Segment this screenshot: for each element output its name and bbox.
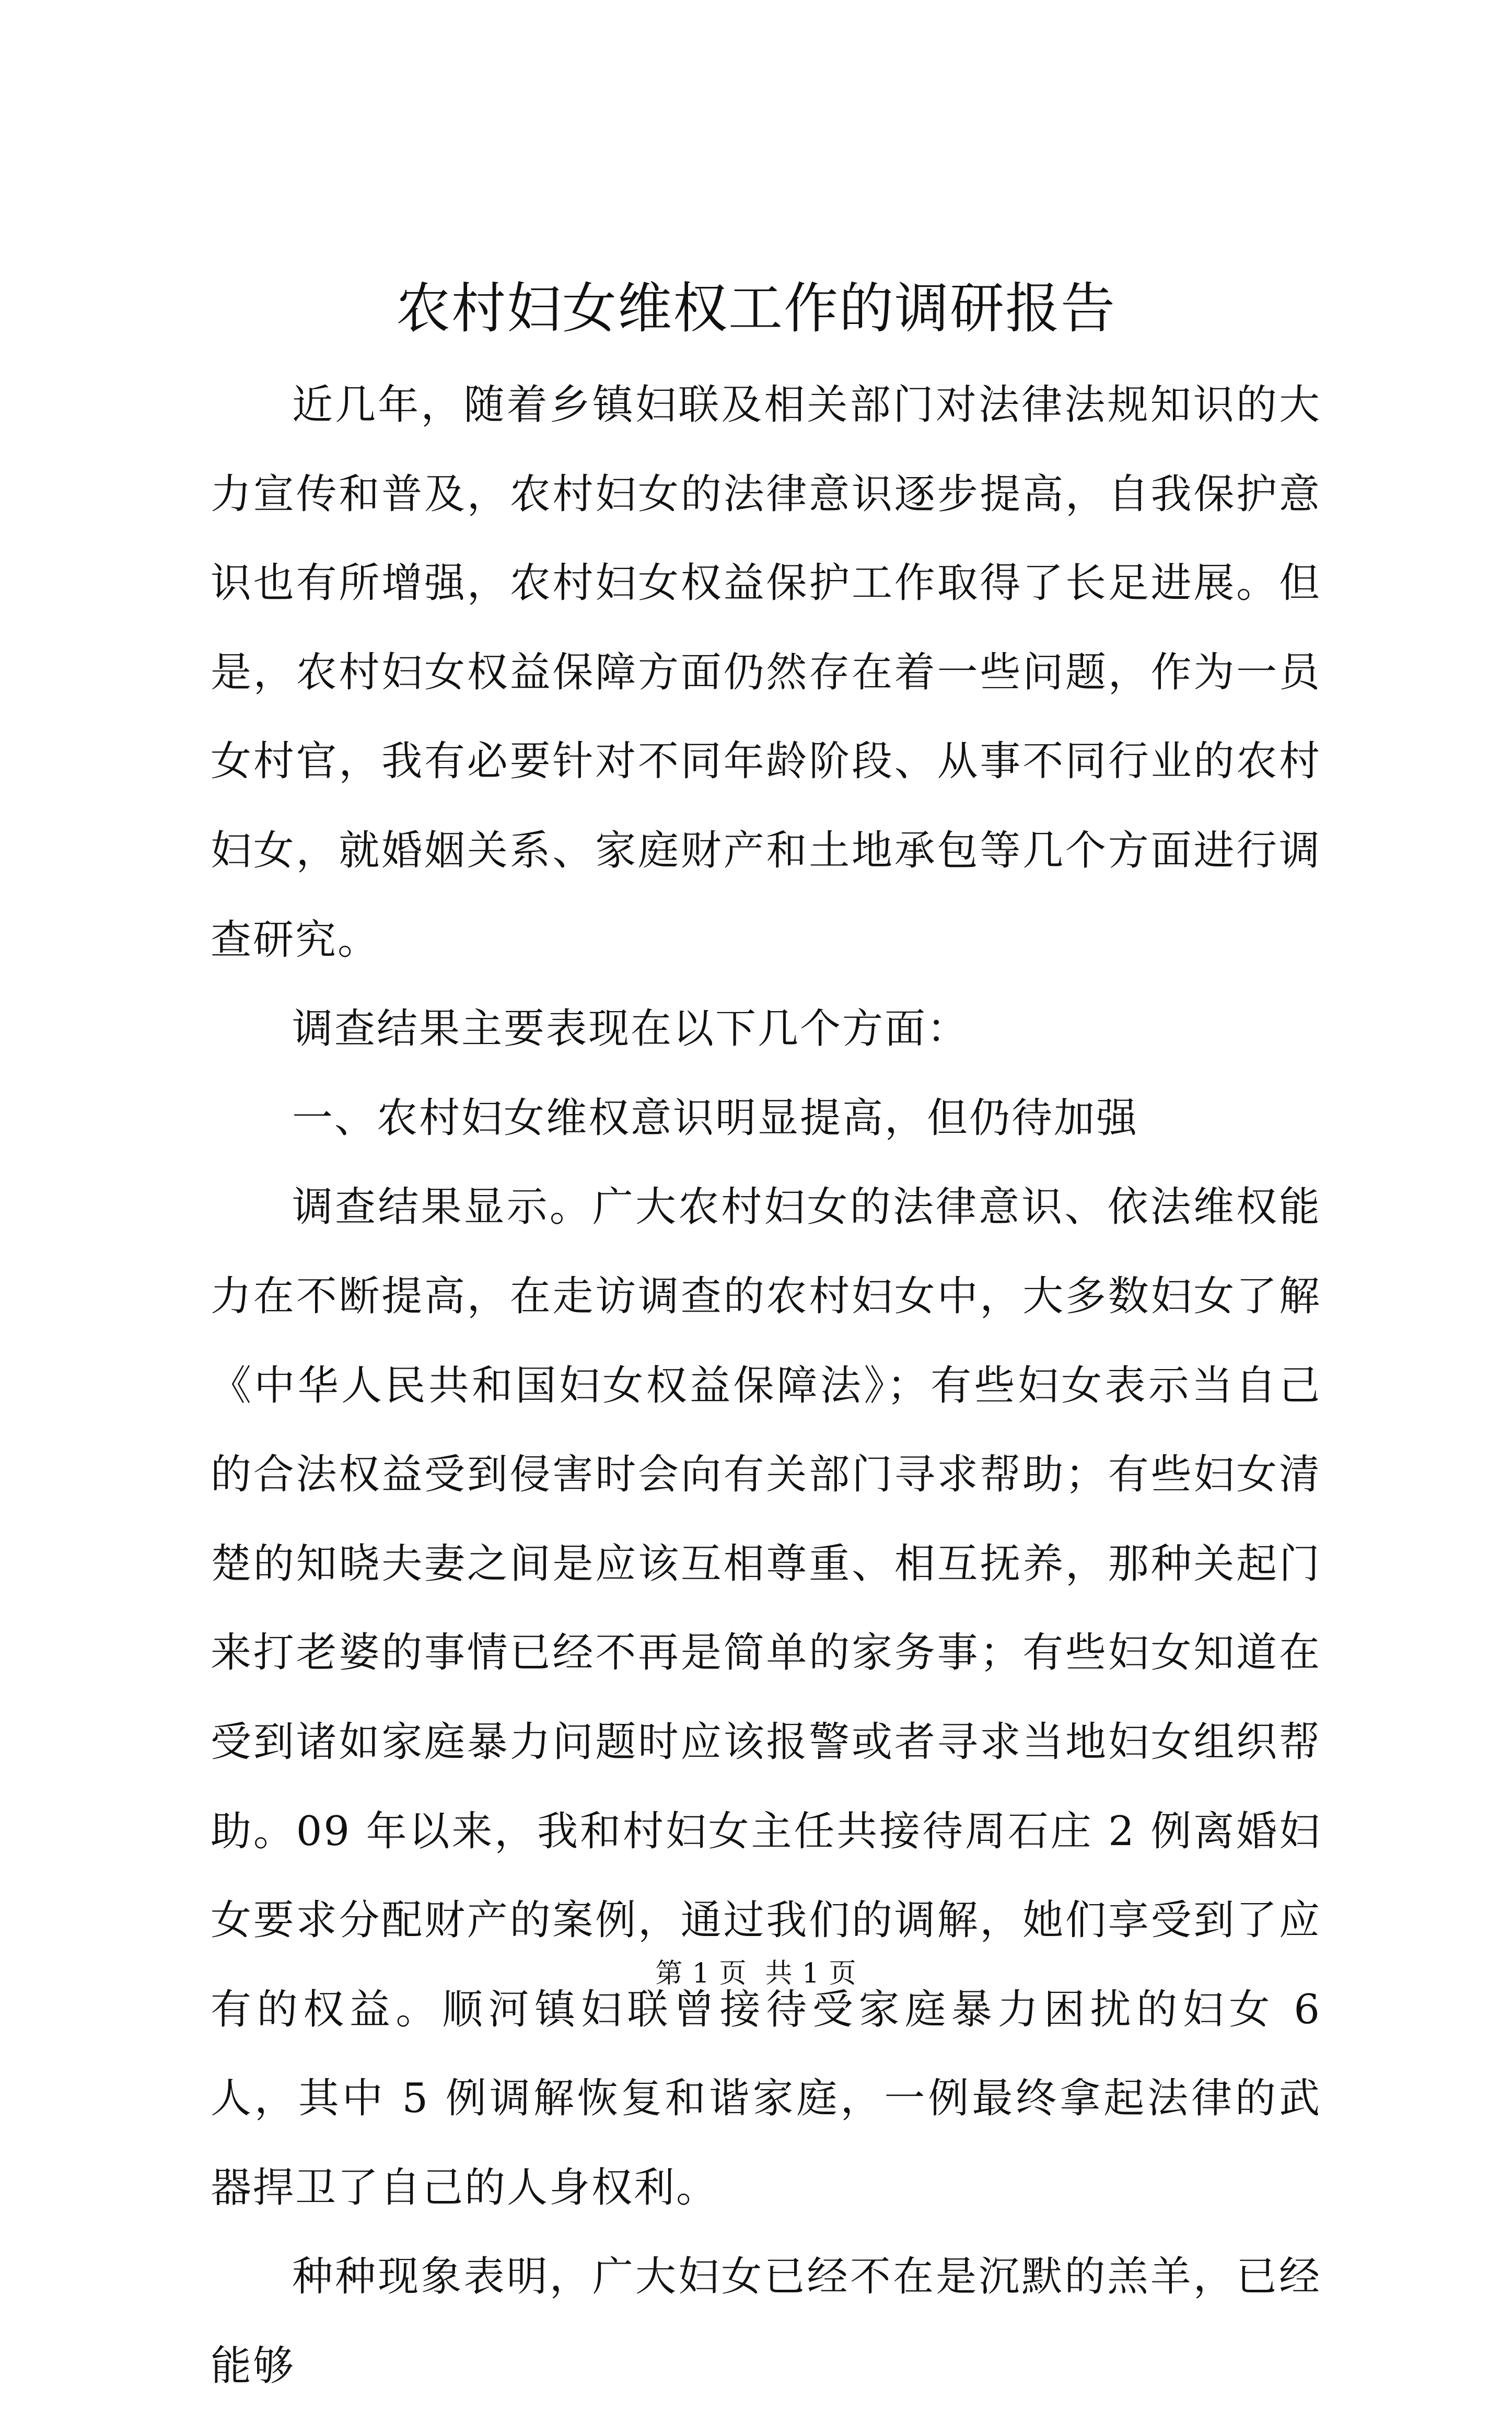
paragraph-findings: 调查结果显示。广大农村妇女的法律意识、依法维权能力在不断提高，在走访调查的农村妇女中，大多数妇女了解《中华人民共和国妇女权益保障法》；有些妇女表示当自己的合法权益受到侵害时会向有关部门寻求帮助；有些妇女清楚的知晓夫妻之间是应该互相尊重、相互抚养，那种关起门来打老婆的事情已经不再是简单的家务事；有些妇女知道在受到诸如家庭暴力问题时应该报警或者寻求当地妇女组织帮助。09 年以来，我和村妇女主任共接待周石庄 2 例离婚妇女要求分配财产的案例，通过我们的调解，她们享受到了应有的权益。顺河镇妇联曾接待受家庭暴力困扰的妇女 6 人，其中 5 例调解恢复和谐家庭，一例最终拿起法律的武器捍卫了自己的人身权利。 — [211, 1184, 1321, 2211]
section-heading-1: 一、农村妇女维权意识明显提高，但仍待加强 — [292, 1094, 1139, 1142]
paragraph-intro: 近几年，随着乡镇妇联及相关部门对法律法规知识的大力宣传和普及，农村妇女的法律意识逐步提高，自我保护意识也有所增强，农村妇女权益保护工作取得了长足进展。但是，农村妇女权益保障方面仍然存在着一些问题，作为一员女村官，我有必要针对不同年龄阶段、从事不同行业的农村妇女，就婚姻关系、家庭财产和土地承包等几个方面进行调查研究。 — [211, 381, 1321, 964]
page-number: 第 1 页 — [655, 1958, 747, 1989]
page-total: 共 1 页 — [765, 1958, 857, 1989]
page-footer — [0, 1955, 1512, 1992]
document-title: 农村妇女维权工作的调研报告 — [396, 276, 1116, 340]
document-body — [211, 361, 1321, 2411]
paragraph-conclusion: 种种现象表明，广大妇女已经不在是沉默的羔羊，已经能够 — [211, 2253, 1321, 2390]
paragraph-results-lead: 调查结果主要表现在以下几个方面： — [292, 1005, 970, 1053]
